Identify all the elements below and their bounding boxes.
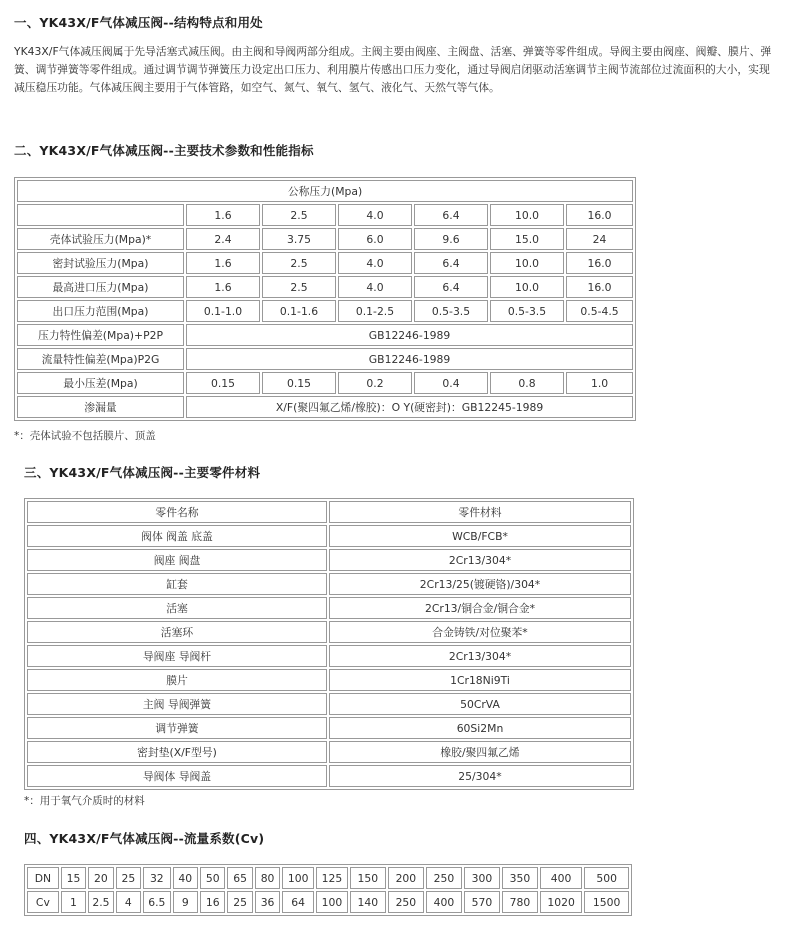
- table-cell: WCB/FCB*: [329, 525, 631, 547]
- table-row: [27, 717, 631, 739]
- table-cell: 1: [61, 891, 86, 913]
- table-cell: 0.2: [338, 372, 412, 394]
- table-cell: 250: [426, 867, 462, 889]
- table-row: [27, 621, 631, 643]
- table-row: [27, 549, 631, 571]
- table-cell: 导阀体 导阀盖: [27, 765, 327, 787]
- table-cell: 350: [502, 867, 538, 889]
- table-cell: 16: [200, 891, 225, 913]
- table-cell: 膜片: [27, 669, 327, 691]
- table-row: [27, 765, 631, 787]
- table-cell: 1.0: [566, 372, 633, 394]
- table-cell: 10.0: [490, 252, 564, 274]
- table-cell: 1020: [540, 891, 582, 913]
- table-cell: 6.4: [414, 252, 488, 274]
- table-row: [17, 324, 633, 346]
- table-cell: 导阀座 导阀杆: [27, 645, 327, 667]
- table-cell: 1500: [584, 891, 629, 913]
- table-cell: 2.5: [262, 252, 336, 274]
- table-cell: 150: [350, 867, 386, 889]
- table-row: [17, 300, 633, 322]
- table-row: [27, 867, 629, 889]
- table-row: [27, 891, 629, 913]
- table-cell: 0.5-3.5: [414, 300, 488, 322]
- table-cell: 3.75: [262, 228, 336, 250]
- table-row: [27, 501, 631, 523]
- table-cell: 0.15: [186, 372, 260, 394]
- table-cell: 缸套: [27, 573, 327, 595]
- table-cell: 4.0: [338, 276, 412, 298]
- intro-paragraph: YK43X/F气体减压阀属于先导活塞式减压阀。由主阀和导阀两部分组成。主阀主要由阀座、主阀盘、活塞、弹簧等零件组成。导阀主要由阀座、阀瓣、膜片、弹簧、调节弹簧等零件组成。通过调节调节弹簧压力设定出口压力、利用膜片传感出口压力变化，通过导阀启闭驱动活塞调节主阀节流部位过流面积的大小，实现减压稳压功能。气体减压阀主要用于气体管路，如空气、氮气、氧气、氢气、液化气、天然气等气体。: [14, 45, 772, 95]
- table-cell: 60Si2Mn: [329, 717, 631, 739]
- table-cell: 合金铸铁/对位聚苯*: [329, 621, 631, 643]
- row-label: 最小压差(Mpa): [17, 372, 184, 394]
- table-row: [27, 525, 631, 547]
- table-row: [27, 669, 631, 691]
- table-cell: 2Cr13/25(镀硬铬)/304*: [329, 573, 631, 595]
- table-cell: 1.6: [186, 276, 260, 298]
- table-cell: 2.5: [262, 276, 336, 298]
- section-3-note: *：用于氧气介质时的材料: [24, 795, 145, 807]
- table-cell: 2.5: [88, 891, 113, 913]
- table-row: [17, 396, 633, 418]
- table-row: [17, 252, 633, 274]
- row-label: 出口压力范围(Mpa): [17, 300, 184, 322]
- table-cell: 0.8: [490, 372, 564, 394]
- table-cell: 15: [61, 867, 86, 889]
- row-label: 渗漏量: [17, 396, 184, 418]
- table-cell: 0.15: [262, 372, 336, 394]
- table-row: [27, 645, 631, 667]
- table-cell: GB12246-1989: [186, 348, 633, 370]
- table-cell: 0.4: [414, 372, 488, 394]
- flow-coefficient-table: [24, 864, 632, 916]
- section-2-title: 二、YK43X/F气体减压阀--主要技术参数和性能指标: [14, 143, 314, 158]
- section-4-title: 四、YK43X/F气体减压阀--流量系数(Cv): [24, 831, 265, 846]
- materials-table: [24, 498, 634, 790]
- table-cell: 4.0: [338, 204, 412, 226]
- table-cell: 64: [282, 891, 314, 913]
- table-cell: 4: [116, 891, 141, 913]
- table-cell: 0.1-2.5: [338, 300, 412, 322]
- header-cell: 零件材料: [329, 501, 631, 523]
- table-cell: 活塞环: [27, 621, 327, 643]
- table-cell: 调节弹簧: [27, 717, 327, 739]
- table-cell: 780: [502, 891, 538, 913]
- table-cell: 1.6: [186, 204, 260, 226]
- table-cell: 阀体 阀盖 底盖: [27, 525, 327, 547]
- table-row: [17, 372, 633, 394]
- table-cell: 36: [255, 891, 280, 913]
- table-cell: 2Cr13/304*: [329, 645, 631, 667]
- table-row: [17, 180, 633, 202]
- table-row: [17, 348, 633, 370]
- table-cell: 4.0: [338, 252, 412, 274]
- table-cell: 250: [388, 891, 424, 913]
- table-cell: 125: [316, 867, 348, 889]
- table-cell: 570: [464, 891, 500, 913]
- table-cell: 100: [282, 867, 314, 889]
- table-cell: 100: [316, 891, 348, 913]
- table-row: [17, 276, 633, 298]
- table-cell: 25: [227, 891, 252, 913]
- table-cell: 密封垫(X/F型号): [27, 741, 327, 763]
- row-label: 密封试验压力(Mpa): [17, 252, 184, 274]
- table-cell: 10.0: [490, 276, 564, 298]
- table-cell: 2.4: [186, 228, 260, 250]
- table-row: [17, 204, 633, 226]
- table-cell: 500: [584, 867, 629, 889]
- row-label: 最高进口压力(Mpa): [17, 276, 184, 298]
- table-cell: 50CrVA: [329, 693, 631, 715]
- table-cell: 300: [464, 867, 500, 889]
- table-cell: 140: [350, 891, 386, 913]
- table-cell: 6.4: [414, 204, 488, 226]
- table-cell: 橡胶/聚四氟乙烯: [329, 741, 631, 763]
- table-cell: 50: [200, 867, 225, 889]
- table-cell: 32: [143, 867, 171, 889]
- table-row: [27, 741, 631, 763]
- header-cell: 零件名称: [27, 501, 327, 523]
- row-label: 壳体试验压力(Mpa)*: [17, 228, 184, 250]
- table-row: [17, 228, 633, 250]
- table-cell: 0.1-1.6: [262, 300, 336, 322]
- table-cell: 25/304*: [329, 765, 631, 787]
- table-cell: 80: [255, 867, 280, 889]
- row-label: 压力特性偏差(Mpa)+P2P: [17, 324, 184, 346]
- table-cell: 1.6: [186, 252, 260, 274]
- row-label: 流量特性偏差(Mpa)P2G: [17, 348, 184, 370]
- section-1-title: 一、YK43X/F气体减压阀--结构特点和用处: [14, 15, 263, 30]
- table-cell: 16.0: [566, 252, 633, 274]
- table-cell: 16.0: [566, 204, 633, 226]
- table-cell: 0.1-1.0: [186, 300, 260, 322]
- table-cell: 9: [173, 891, 198, 913]
- table-cell: 2Cr13/铜合金/铜合金*: [329, 597, 631, 619]
- table-cell: 0.5-4.5: [566, 300, 633, 322]
- table-cell: 主阀 导阀弹簧: [27, 693, 327, 715]
- table-cell: 400: [426, 891, 462, 913]
- table-cell: 20: [88, 867, 113, 889]
- nominal-pressure-header: 公称压力(Mpa): [17, 180, 633, 202]
- table-cell: 25: [116, 867, 141, 889]
- table-cell: 0.5-3.5: [490, 300, 564, 322]
- row-label: DN: [27, 867, 59, 889]
- table-cell: 200: [388, 867, 424, 889]
- table-cell: 65: [227, 867, 252, 889]
- table-cell: 9.6: [414, 228, 488, 250]
- table-cell: 1Cr18Ni9Ti: [329, 669, 631, 691]
- table-cell: X/F(聚四氟乙烯/橡胶)：O Y(硬密封)：GB12245-1989: [186, 396, 633, 418]
- table-cell: 活塞: [27, 597, 327, 619]
- table-cell: 6.5: [143, 891, 171, 913]
- table-row: [27, 597, 631, 619]
- table-cell: 40: [173, 867, 198, 889]
- table-cell: 24: [566, 228, 633, 250]
- table-cell: GB12246-1989: [186, 324, 633, 346]
- table-cell: 10.0: [490, 204, 564, 226]
- row-label: [17, 204, 184, 226]
- table-cell: 2Cr13/304*: [329, 549, 631, 571]
- table-cell: 16.0: [566, 276, 633, 298]
- table-row: [27, 693, 631, 715]
- table-row: [27, 573, 631, 595]
- section-3-title: 三、YK43X/F气体减压阀--主要零件材料: [24, 465, 261, 480]
- tech-params-table: [14, 177, 636, 421]
- table-cell: 2.5: [262, 204, 336, 226]
- table-cell: 6.4: [414, 276, 488, 298]
- table-cell: 15.0: [490, 228, 564, 250]
- table-cell: 阀座 阀盘: [27, 549, 327, 571]
- table-cell: 400: [540, 867, 582, 889]
- section-2-note: *：壳体试验不包括膜片、顶盖: [14, 430, 156, 442]
- table-cell: 6.0: [338, 228, 412, 250]
- row-label: Cv: [27, 891, 59, 913]
